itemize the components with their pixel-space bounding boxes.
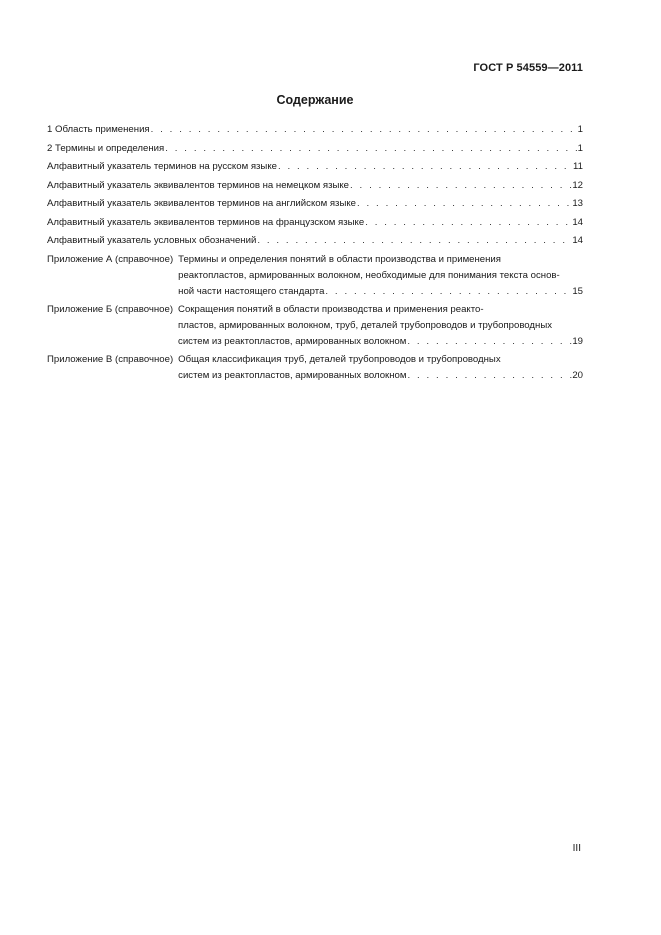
toc-title: Содержание <box>276 93 354 107</box>
toc-leader-dots <box>406 368 572 384</box>
toc-entry-terms[interactable] <box>47 141 583 157</box>
toc-entry-text: Алфавитный указатель терминов на русском языке <box>47 161 277 172</box>
appendix-title-line: Общая классификация труб, деталей трубопроводов и трубопроводных <box>178 353 501 365</box>
appendix-title-line: систем из реактопластов, армированных волокном <box>178 335 407 347</box>
toc-entry-text: Алфавитный указатель условных обозначений <box>47 235 257 246</box>
toc-leader-dots <box>150 122 578 138</box>
toc-entry-index-english[interactable] <box>47 196 583 212</box>
toc-leader-dots <box>356 196 572 212</box>
page-number: III <box>572 843 581 854</box>
toc-entry-scope[interactable] <box>47 122 583 138</box>
document-id: ГОСТ Р 54559—2011 <box>473 62 583 74</box>
toc-page-number: 15 <box>572 285 583 297</box>
toc-entry-appendix-b[interactable] <box>47 302 583 350</box>
appendix-title-line: пластов, армированных волокном, труб, деталей трубопроводов и трубопроводных <box>178 319 553 331</box>
toc-entry-text: Алфавитный указатель эквивалентов терминов на французском языке <box>47 216 365 228</box>
toc-entry-text: Алфавитный указатель эквивалентов терминов на немецком языке <box>47 179 350 191</box>
toc-leader-dots <box>324 284 572 300</box>
toc-entry-index-french[interactable] <box>47 215 583 231</box>
toc-page-number: 20 <box>572 369 583 381</box>
toc-entry-appendix-a[interactable] <box>47 252 583 300</box>
toc-entry-text: 1 Область применения <box>47 124 150 135</box>
appendix-label: Приложение В (справочное) <box>47 353 174 365</box>
toc-entry-index-symbols[interactable] <box>47 233 583 249</box>
toc-leader-dots <box>277 159 573 175</box>
toc-page-number: 12 <box>572 179 583 191</box>
appendix-title-line: ной части настоящего стандарта <box>178 285 325 297</box>
toc-page-number: 14 <box>572 216 583 228</box>
toc-page-number: 1 <box>577 124 583 135</box>
appendix-title-line: Сокращения понятий в области производства и применения реакто- <box>178 303 484 315</box>
toc-leader-dots <box>349 178 572 194</box>
toc-page-number: 1 <box>577 142 583 154</box>
toc-entry-text: 2 Термины и определения <box>47 142 165 154</box>
appendix-title-line: систем из реактопластов, армированных волокном <box>178 369 407 381</box>
appendix-title-line: Термины и определения понятий в области производства и применения <box>178 253 501 265</box>
toc-page-number: 14 <box>572 235 583 246</box>
toc-entry-index-russian[interactable] <box>47 159 583 175</box>
appendix-label: Приложение Б (справочное) <box>47 303 174 315</box>
toc-page-number: 19 <box>572 335 583 347</box>
toc-page-number: 11 <box>573 161 583 172</box>
toc-entry-index-german[interactable] <box>47 178 583 194</box>
toc-entry-appendix-v[interactable] <box>47 352 583 384</box>
toc-leader-dots <box>364 215 572 231</box>
toc-leader-dots <box>256 233 572 249</box>
toc-leader-dots <box>164 141 577 157</box>
appendix-label: Приложение А (справочное) <box>47 253 174 265</box>
toc-leader-dots <box>406 334 572 350</box>
toc-page-number: 13 <box>572 198 583 209</box>
appendix-title-line: реактопластов, армированных волокном, необходимые для понимания текста основ- <box>178 269 560 281</box>
toc-entry-text: Алфавитный указатель эквивалентов терминов на английском языке <box>47 198 356 209</box>
table-of-contents <box>47 122 583 386</box>
